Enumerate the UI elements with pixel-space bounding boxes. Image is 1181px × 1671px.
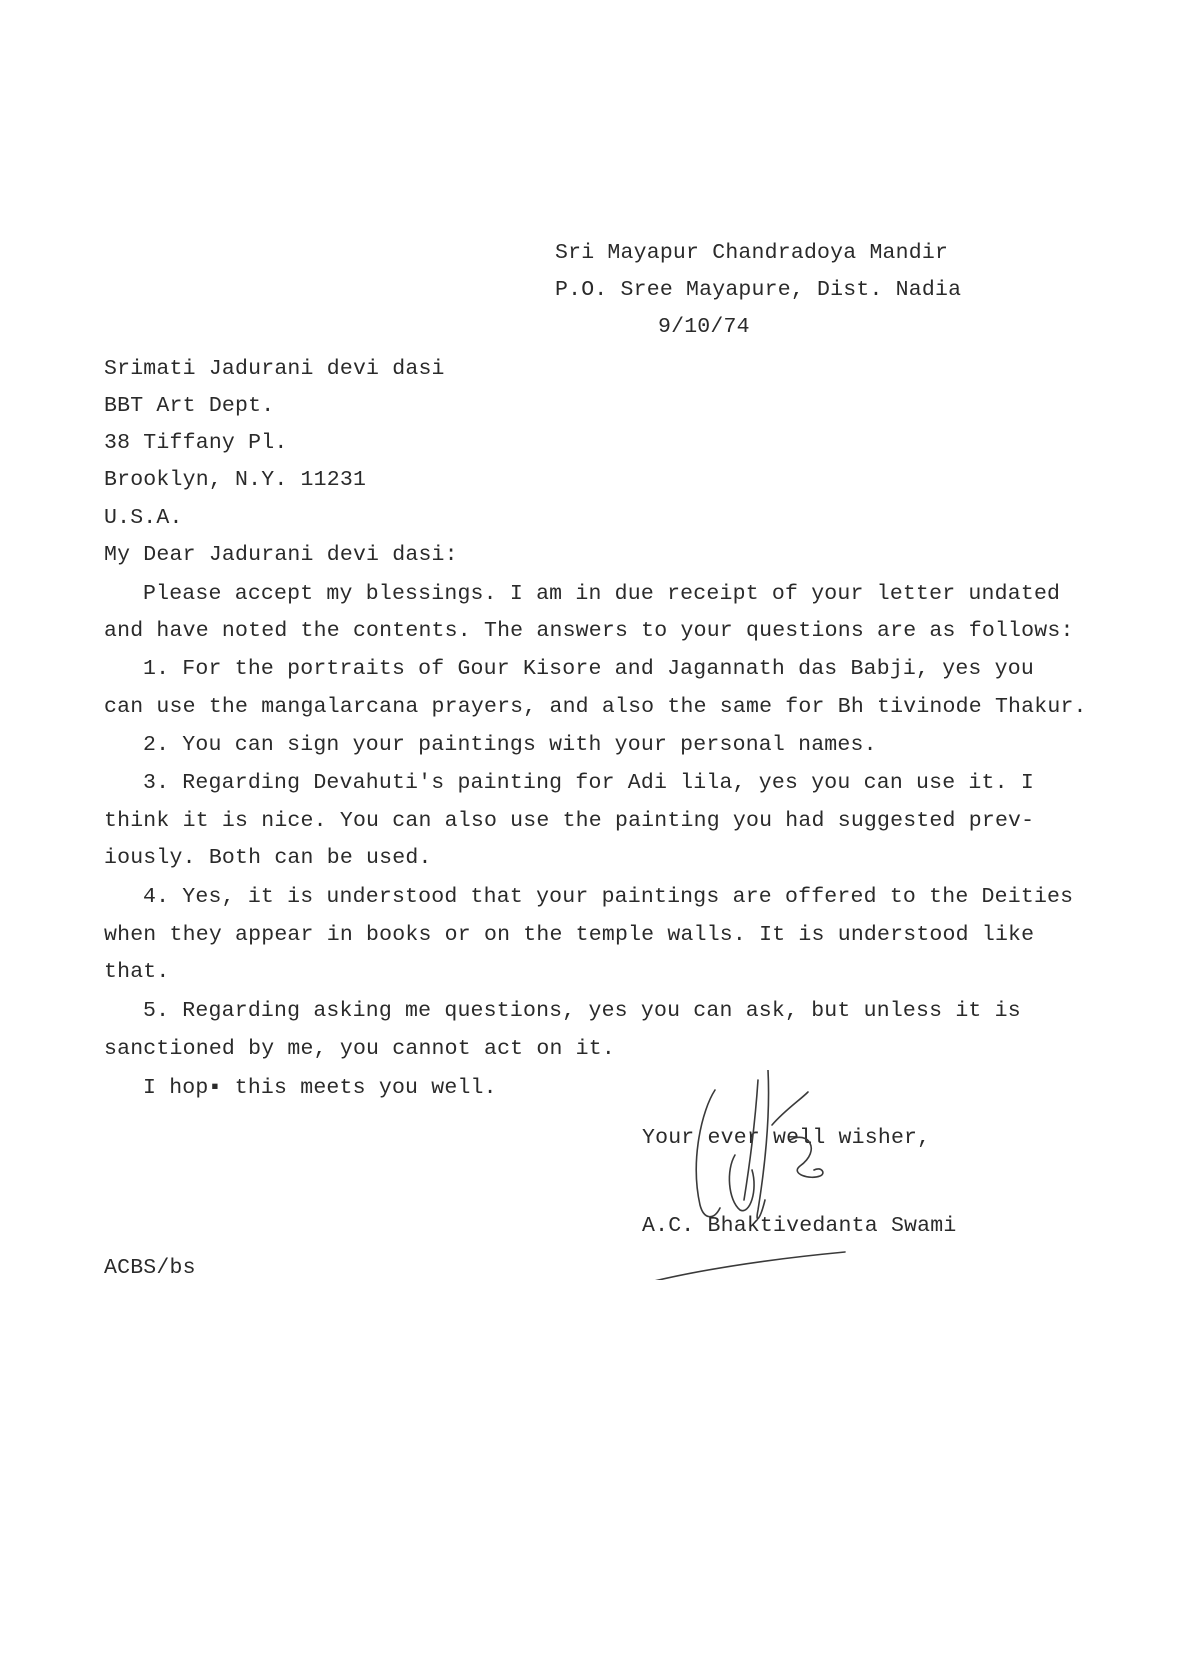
sender-line-1: Sri Mayapur Chandradoya Mandir [555, 241, 949, 265]
body-line: that. [104, 960, 170, 984]
body-line: sanctioned by me, you cannot act on it. [104, 1037, 615, 1061]
recipient-name: Srimati Jadurani devi dasi [104, 357, 445, 381]
handwritten-signature [640, 1070, 930, 1280]
closing: Your ever well wisher, [642, 1126, 931, 1150]
body-line: 3. Regarding Devahuti's painting for Adi lila, yes you can use it. I [143, 771, 1034, 795]
body-line: 1. For the portraits of Gour Kisore and Jagannath das Babji, yes you [143, 657, 1034, 681]
body-line: can use the mangalarcana prayers, and also the same for Bh tivinode Thakur. [104, 695, 1087, 719]
recipient-dept: BBT Art Dept. [104, 394, 275, 418]
body-line: iously. Both can be used. [104, 846, 432, 870]
sender-line-2: P.O. Sree Mayapure, Dist. Nadia [555, 278, 962, 302]
letter-date: 9/10/74 [658, 315, 750, 339]
signature-name: A.C. Bhaktivedanta Swami [642, 1214, 957, 1238]
initials: ACBS/bs [104, 1256, 196, 1280]
body-line: and have noted the contents. The answers to your questions are as follows: [104, 619, 1074, 643]
body-line: think it is nice. You can also use the painting you had suggested prev- [104, 809, 1035, 833]
body-line: 2. You can sign your paintings with your personal names. [143, 733, 877, 757]
body-line: Please accept my blessings. I am in due receipt of your letter undated [143, 582, 1061, 606]
body-line: 4. Yes, it is understood that your paintings are offered to the Deities [143, 885, 1074, 909]
body-line: 5. Regarding asking me questions, yes you can ask, but unless it is [143, 999, 1021, 1023]
recipient-city: Brooklyn, N.Y. 11231 [104, 468, 367, 492]
body-line: I hop▪ this meets you well. [143, 1076, 497, 1100]
body-line: when they appear in books or on the temple walls. It is understood like [104, 923, 1035, 947]
recipient-street: 38 Tiffany Pl. [104, 431, 288, 455]
salutation: My Dear Jadurani devi dasi: [104, 543, 458, 567]
recipient-country: U.S.A. [104, 506, 183, 530]
